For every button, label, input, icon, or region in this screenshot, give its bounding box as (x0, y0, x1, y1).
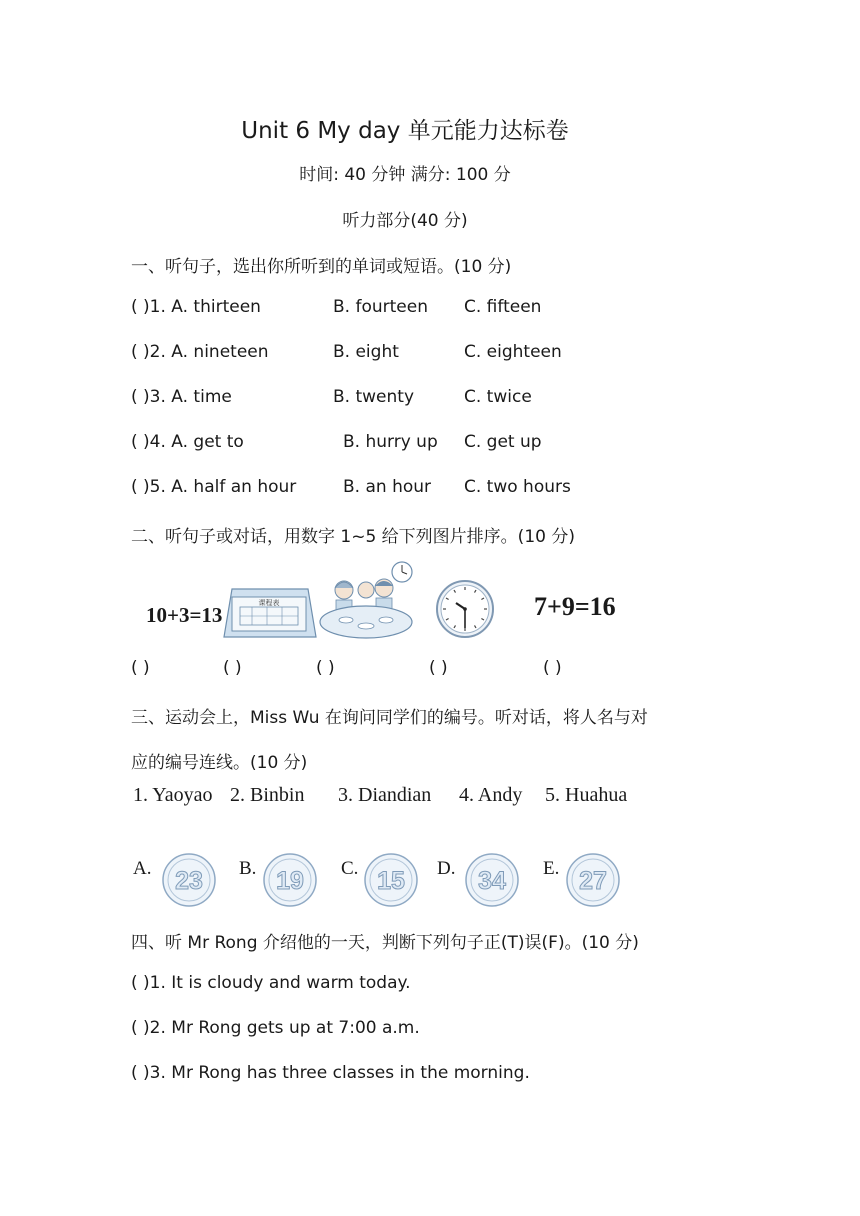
listening-part-label: 听力部分(40 分) (342, 211, 468, 231)
s4-item-2: ( )2. Mr Rong gets up at 7:00 a.m. (131, 1018, 420, 1038)
option-a-letter: A. (133, 858, 152, 879)
time-info: 时间: 40 分钟 满分: 100 分 (299, 165, 511, 185)
badge-c-number: 15 (377, 867, 405, 895)
badge-b-number: 19 (276, 867, 304, 895)
s4-item-1: ( )1. It is cloudy and warm today. (131, 973, 411, 993)
s1-item3-b: B. twenty (333, 387, 414, 407)
option-e-letter: E. (543, 858, 560, 879)
s2-blank-5[interactable]: ( ) (543, 658, 562, 678)
s1-item1-b: B. fourteen (333, 297, 428, 317)
s1-item3-a: ( )3. A. time (131, 387, 232, 407)
option-b-letter: B. (239, 858, 257, 879)
s1-item5-a: ( )5. A. half an hour (131, 477, 297, 497)
s1-item3-c: C. twice (464, 387, 532, 407)
s1-item2-a: ( )2. A. nineteen (131, 342, 269, 362)
name-binbin: 2. Binbin (230, 784, 305, 806)
number-badge-b (262, 852, 318, 908)
equation-image-1: 10+3=13 (146, 603, 223, 627)
name-andy: 4. Andy (459, 784, 523, 806)
timetable-title: 课程表 (258, 599, 280, 607)
page-title: Unit 6 My day 单元能力达标卷 (241, 118, 569, 144)
badge-a-number: 23 (175, 867, 203, 895)
clock-picture (436, 578, 496, 640)
s2-blank-1[interactable]: ( ) (131, 658, 150, 678)
dinner-family-picture (316, 560, 416, 642)
s2-blank-4[interactable]: ( ) (429, 658, 448, 678)
s1-item4-a: ( )4. A. get to (131, 432, 244, 452)
s2-blank-3[interactable]: ( ) (316, 658, 335, 678)
s1-item4-c: C. get up (464, 432, 542, 452)
number-badge-e (565, 852, 621, 908)
name-diandian: 3. Diandian (338, 784, 432, 806)
option-c-letter: C. (341, 858, 359, 879)
name-huahua: 5. Huahua (545, 784, 628, 806)
timetable-picture (222, 585, 318, 641)
equation-image-2: 7+9=16 (534, 592, 616, 621)
option-d-letter: D. (437, 858, 456, 879)
badge-e-number: 27 (579, 867, 607, 895)
section3-heading-line2: 应的编号连线。(10 分) (131, 753, 308, 773)
s4-item-3: ( )3. Mr Rong has three classes in the morning. (131, 1063, 530, 1083)
s2-blank-2[interactable]: ( ) (223, 658, 242, 678)
section4-heading: 四、听 Mr Rong 介绍他的一天，判断下列句子正(T)误(F)。(10 分) (131, 933, 639, 953)
number-badge-d (464, 852, 520, 908)
s1-item2-b: B. eight (333, 342, 399, 362)
section3-heading-line1: 三、运动会上，Miss Wu 在询问同学们的编号。听对话，将人名与对 (131, 708, 648, 728)
s1-item4-b: B. hurry up (343, 432, 438, 452)
number-badge-c (363, 852, 419, 908)
s1-item1-a: ( )1. A. thirteen (131, 297, 261, 317)
number-badge-a (161, 852, 217, 908)
name-yaoyao: 1. Yaoyao (133, 784, 213, 806)
badge-d-number: 34 (478, 867, 506, 895)
s1-item5-b: B. an hour (343, 477, 432, 497)
section2-heading: 二、听句子或对话，用数字 1~5 给下列图片排序。(10 分) (131, 527, 575, 547)
s1-item5-c: C. two hours (464, 477, 571, 497)
s1-item1-c: C. fifteen (464, 297, 542, 317)
s1-item2-c: C. eighteen (464, 342, 562, 362)
section1-heading: 一、听句子，选出你所听到的单词或短语。(10 分) (131, 257, 512, 277)
